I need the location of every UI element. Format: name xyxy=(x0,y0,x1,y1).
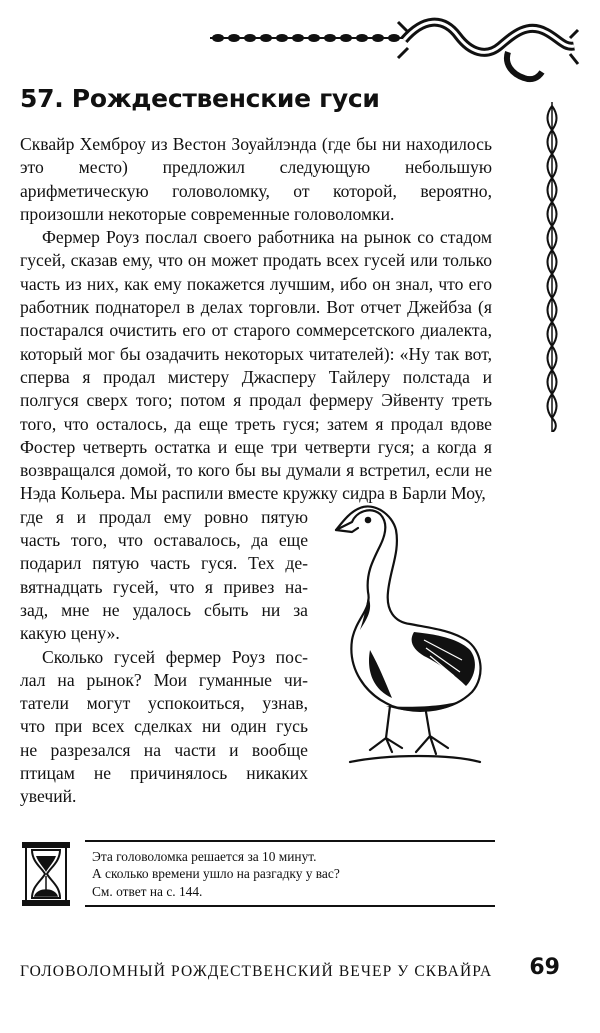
paragraph: Сквайр Хемброу из Вестон Зоуайлэнда (где бы ни находилось это место) предложил следующую небольшую арифметическую головоломку, от которой, вероятно, произошли некоторые современные головоломки. xyxy=(20,134,492,224)
text-line: подарил пятую часть гуся. Тех де- xyxy=(20,553,308,574)
note-line: Эта головоломка решается за 10 минут. xyxy=(92,849,317,864)
note-line: См. ответ на с. 144. xyxy=(92,883,203,899)
divider xyxy=(85,840,495,842)
paragraph: Фермер Роуз послал своего работника на рынок со стадом гусей, сказав ему, что он может продать всех гусей или только часть из них, как ему покажется лучшим, ибо он знал, что его работник поднаторел в делах торговли. Вот отчет Джейбза (я постарался очистить его от старого соммерсетского диалекта, который мог бы озадачить некоторых читателей): «Ну так вот, сперва я продал мистеру Джасперу Тайлеру полстада и полгуся сверх того; потом я продал фермеру Эйвенту треть того, что осталось, да еще треть гуся; затем я продал вдове Фостер четверть остатка и еще три четверти гуся; а когда я возвращался домой, то кого бы вы думали я встретил, если не Нэда Кольера. Мы распили вместе кружку сидра в Барли Моу, xyxy=(20,227,492,504)
side-border-ornament-icon xyxy=(544,102,560,432)
goose-illustration-icon xyxy=(330,500,490,770)
text-line: часть того, что оставалось, да еще xyxy=(20,530,308,551)
text-line: где я и продал ему ровно пятую xyxy=(20,506,308,527)
ribbon-ornament-icon xyxy=(208,8,580,88)
narrow-column xyxy=(20,506,308,809)
text-line: лал на рынок? Мои гуманные чи- xyxy=(20,669,308,690)
text-line: татели могут успокоиться, узнав, xyxy=(20,693,308,714)
text-line: увечий. xyxy=(20,786,77,807)
timing-note xyxy=(92,848,340,900)
divider xyxy=(85,905,495,907)
text-line: Сколько гусей фермер Роуз пос- xyxy=(42,646,308,667)
page-title: 57. Рождественские гуси xyxy=(20,84,380,113)
page-number: 69 xyxy=(529,955,560,980)
text-line: что при всех сделках ни один гусь xyxy=(20,716,308,737)
text-line: птицам не причинялось никаких xyxy=(20,763,308,784)
running-footer: ГОЛОВОЛОМНЫЙ РОЖДЕСТВЕНСКИЙ ВЕЧЕР У СКВАЙРА xyxy=(20,963,493,980)
note-line: А сколько времени ушло на разгадку у вас? xyxy=(92,866,340,882)
text-line: какую цену». xyxy=(20,623,120,644)
hourglass-icon xyxy=(20,840,72,908)
text-line: не разрезался на части и вообще xyxy=(20,739,308,760)
text-line: вятнадцать гусей, что я привез на- xyxy=(20,576,308,597)
text-line: зад, мне не удалось сбыть ни за xyxy=(20,599,308,620)
